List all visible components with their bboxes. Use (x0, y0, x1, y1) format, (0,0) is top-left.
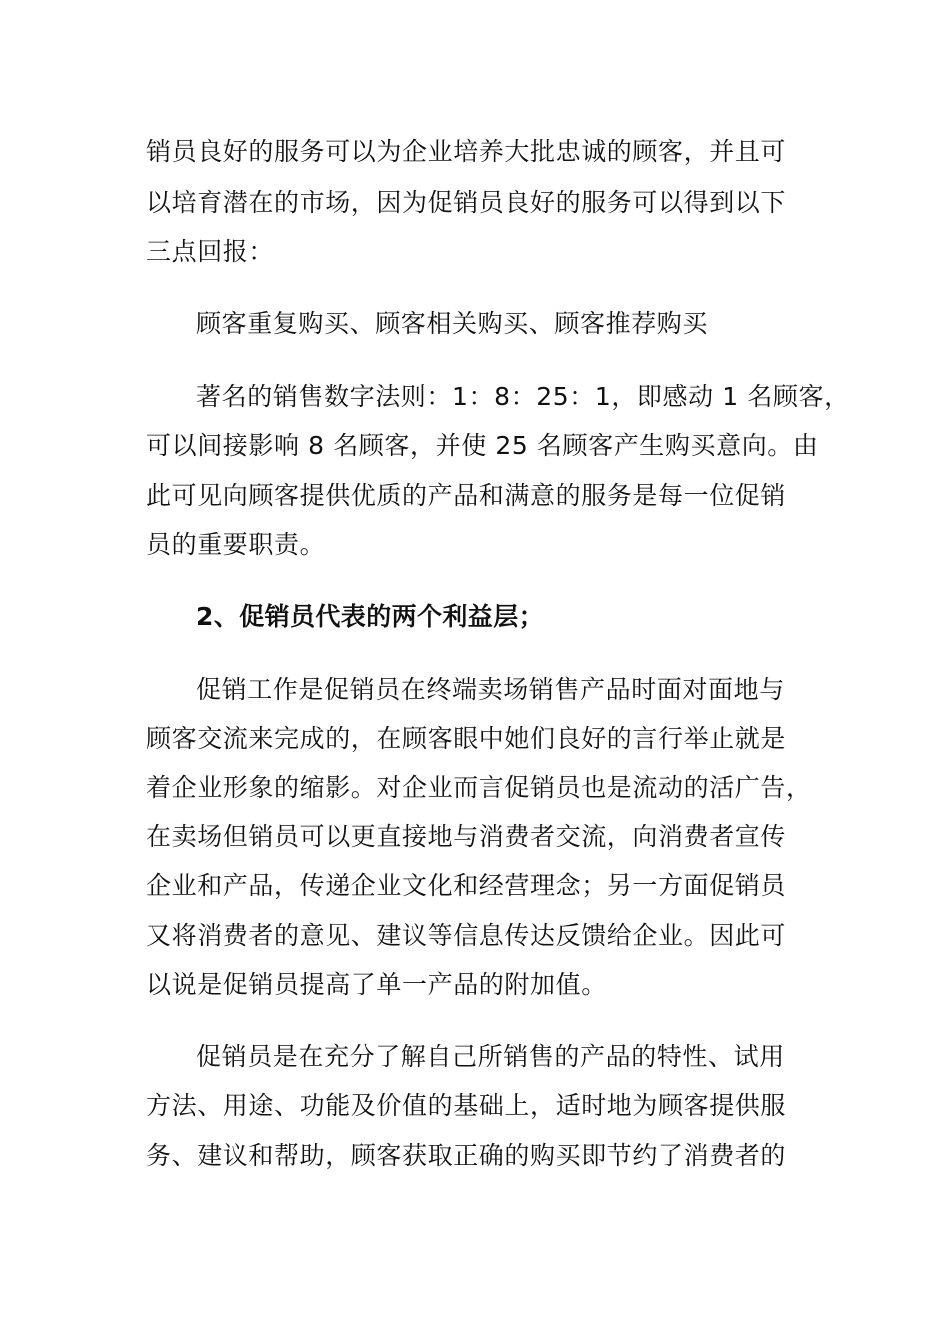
paragraph-1-line-3: 三点回报： (146, 237, 275, 266)
paragraph-2-line-1: 顾客重复购买、顾客相关购买、顾客推荐购买 (196, 309, 709, 338)
paragraph-4-line-4: 在卖场但销员可以更直接地与消费者交流，向消费者宣传 (146, 822, 787, 851)
paragraph-5-line-3: 务、建议和帮助，顾客获取正确的购买即节约了消费者的 (146, 1141, 787, 1170)
paragraph-4-line-6: 又将消费者的意见、建议等信息传达反馈给企业。因此可 (146, 921, 787, 950)
section-heading: 2、促销员代表的两个利益层； (196, 602, 544, 631)
paragraph-4-line-7: 以说是促销员提高了单一产品的附加值。 (146, 970, 607, 999)
paragraph-4-line-3: 着企业形象的缩影。对企业而言促销员也是流动的活广告， (146, 773, 812, 802)
paragraph-4-line-2: 顾客交流来完成的，在顾客眼中她们良好的言行举止就是 (146, 724, 787, 753)
paragraph-3-line-4: 员的重要职责。 (146, 530, 326, 559)
paragraph-1-line-1: 销员良好的服务可以为企业培养大批忠诚的顾客，并且可 (146, 137, 787, 166)
paragraph-3-line-1: 著名的销售数字法则：1：8：25：1，即感动 1 名顾客， (196, 382, 850, 411)
paragraph-5-line-2: 方法、用途、功能及价值的基础上，适时地为顾客提供服 (146, 1091, 787, 1120)
paragraph-4-line-1: 促销工作是促销员在终端卖场销售产品时面对面地与 (196, 675, 785, 704)
paragraph-3-line-3: 此可见向顾客提供优质的产品和满意的服务是每一位促销 (146, 481, 787, 510)
paragraph-4-line-5: 企业和产品，传递企业文化和经营理念；另一方面促销员 (146, 871, 787, 900)
paragraph-3-line-2: 可以间接影响 8 名顾客，并使 25 名顾客产生购买意向。由 (146, 431, 819, 460)
paragraph-1-line-2: 以培育潜在的市场，因为促销员良好的服务可以得到以下 (146, 188, 787, 217)
paragraph-5-line-1: 促销员是在充分了解自己所销售的产品的特性、试用 (196, 1042, 785, 1071)
